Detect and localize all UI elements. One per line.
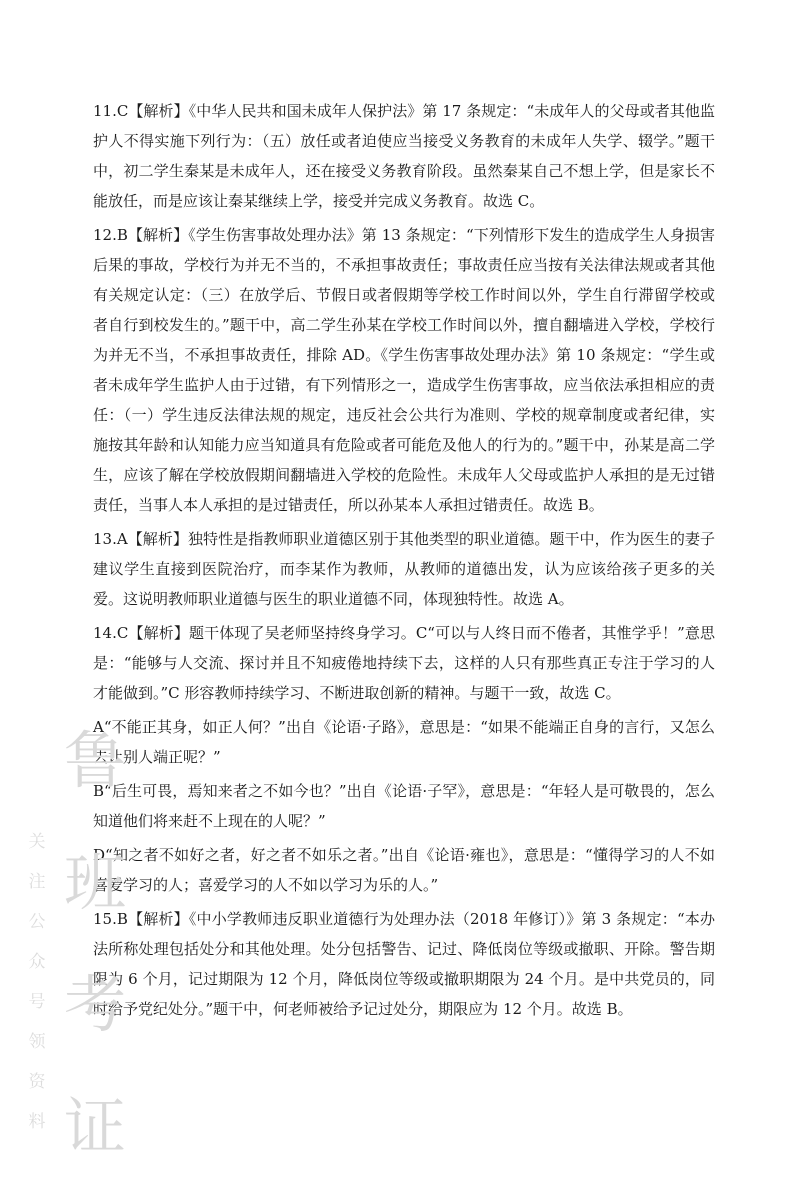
answer-12: 12.B【解析】《学生伤害事故处理办法》第 13 条规定：“下列情形下发生的造成学生人身损害后果的事故，学校行为并无不当的，不承担事故责任；事故责任应当按有关法律法规或者其他有关规定认定：（三）在放学后、节假日或者假期等学校工作时间以外，学生自行滞留学校或者自行到校发生的。”题干中，高二学生孙某在学校工作时间以外，擅自翻墙进入学校，学校行为并无不当，不承担事故责任，排除 AD。《学生伤害事故处理办法》第 10 条规定：“学生或者未成年学生监护人由于过错，有下列情形之一，造成学生伤害事故，应当依法承担相应的责任：（一）学生违反法律法规的规定，违反社会公共行为准则、学校的规章制度或者纪律，实施按其年龄和认知能力应当知道具有危险或者可能危及他人的行为的。”题干中，孙某是高二学生，应该了解在学校放假期间翻墙进入学校的危险性。未成年人父母或监护人承担的是无过错责任，当事人本人承担的是过错责任，所以孙某本人承担过错责任。故选 B。 [93,226,715,514]
watermark-char: 鲁 [63,724,126,797]
watermark-char: 注 [28,872,46,892]
answer-14-option-a: A“不能正其身，如正人何？”出自《论语·子路》，意思是：“如果不能端正自身的言行，又怎么去让别人端正呢？” [93,718,715,766]
watermark-char: 证 [63,1090,126,1163]
watermark-char: 公 [28,912,46,932]
answer-13: 13.A【解析】独特性是指教师职业道德区别于其他类型的职业道德。题干中，作为医生的妻子建议学生直接到医院治疗，而李某作为教师，从教师的道德出发，认为应该给孩子更多的关爱。这说明教师职业道德与医生的职业道德不同，体现独特性。故选 A。 [93,530,715,608]
watermark-large [60,700,130,1188]
watermark-char: 资 [28,1072,46,1092]
answer-11: 11.C【解析】《中华人民共和国未成年人保护法》第 17 条规定：“未成年人的父母或者其他监护人不得实施下列行为：（五）放任或者迫使应当接受义务教育的未成年人失学、辍学。”题干中，初二学生秦某是未成年人，还在接受义务教育阶段。虽然秦某自己不想上学，但是家长不能放任，而是应该让秦某继续上学，接受并完成义务教育。故选 C。 [93,102,715,210]
watermark-char: 考 [63,968,126,1041]
document-body [93,96,715,1028]
answer-14-option-b: B“后生可畏，焉知来者之不如今也？”出自《论语·子罕》，意思是：“年轻人是可敬畏的，怎么知道他们将来赶不上现在的人呢？” [93,782,715,830]
watermark-char: 料 [28,1112,46,1132]
watermark-char: 班 [63,846,126,919]
watermark-char: 号 [28,992,46,1012]
watermark-small [26,822,48,1142]
watermark-char: 关 [28,832,46,852]
answer-14-option-d: D“知之者不如好之者，好之者不如乐之者。”出自《论语·雍也》，意思是：“懂得学习的人不如喜爱学习的人；喜爱学习的人不如以学习为乐的人。” [93,846,715,894]
answer-14: 14.C【解析】题干体现了吴老师坚持终身学习。C“可以与人终日而不倦者，其惟学乎！”意思是：“能够与人交流、探讨并且不知疲倦地持续下去，这样的人只有那些真正专注于学习的人才能做到。”C 形容教师持续学习、不断进取创新的精神。与题干一致，故选 C。 [93,624,715,702]
answer-15: 15.B【解析】《中小学教师违反职业道德行为处理办法（2018 年修订）》第 3 条规定：“本办法所称处理包括处分和其他处理。处分包括警告、记过、降低岗位等级或撤职、开除。警告期限为 6 个月，记过期限为 12 个月，降低岗位等级或撤职期限为 24 个月。是中共党员的，同时给予党纪处分。”题干中，何老师被给予记过处分，期限应为 12 个月。故选 B。 [93,910,715,1018]
watermark-char: 领 [28,1032,46,1052]
watermark-char: 众 [28,952,46,972]
